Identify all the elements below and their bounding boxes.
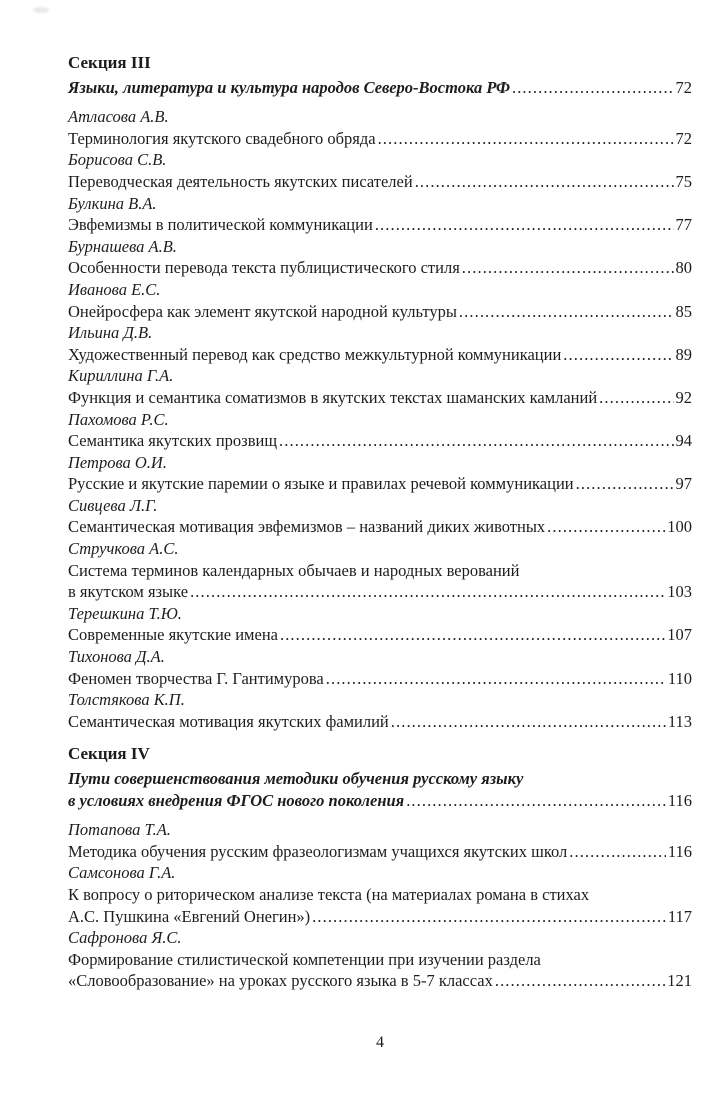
section-heading: Секция III	[68, 53, 151, 72]
entry-author: Ильина Д.В.	[68, 323, 153, 343]
toc-line-text: Семантическая мотивация якутских фамилий	[68, 711, 389, 731]
entry-author: Борисова С.В.	[68, 150, 167, 170]
entry-title	[68, 949, 692, 992]
section-title	[68, 77, 692, 99]
toc-line	[68, 344, 692, 366]
toc-page-ref: 72	[675, 128, 692, 148]
entry-author: Пахомова Р.С.	[68, 409, 169, 429]
entry-author: Стручкова А.С.	[68, 539, 179, 559]
toc-entry	[68, 193, 692, 236]
toc-line-text: Пути совершенствования методики обучения русскому языку	[68, 769, 524, 788]
toc-line	[68, 214, 692, 236]
dot-leader	[378, 128, 674, 150]
entry-title	[68, 430, 692, 452]
entry-title	[68, 473, 692, 495]
section-title	[68, 768, 692, 811]
dot-leader	[279, 430, 673, 452]
dot-leader	[459, 301, 674, 323]
entry-title	[68, 344, 692, 366]
entry-author: Самсонова Г.А.	[68, 863, 176, 883]
toc-line-text: Формирование стилистической компетенции при изучении раздела	[68, 949, 541, 969]
toc-line-text: К вопросу о риторическом анализе текста (на материалах романа в стихах	[68, 884, 590, 904]
toc-entry	[68, 322, 692, 365]
toc-line	[68, 301, 692, 323]
entry-author: Сафронова Я.С.	[68, 928, 182, 948]
entry-author: Бурнашева А.В.	[68, 236, 177, 256]
toc-page-ref: 110	[667, 668, 692, 688]
entry-title	[68, 711, 692, 733]
entry-title	[68, 668, 692, 690]
toc-line-text: в якутском языке	[68, 582, 189, 602]
dot-leader	[190, 581, 665, 603]
toc-section	[68, 743, 692, 992]
dot-leader	[375, 214, 674, 236]
toc-line-text: Переводческая деятельность якутских писателей	[68, 171, 413, 191]
toc-line-text: Семантика якутских прозвищ	[68, 431, 278, 451]
toc-line	[68, 387, 692, 409]
toc-page-ref: 89	[675, 344, 692, 364]
toc-line-text: Феномен творчества Г. Гантимурова	[68, 668, 324, 688]
dot-leader	[576, 473, 674, 495]
entry-title	[68, 624, 692, 646]
entry-author: Кириллина Г.А.	[68, 366, 174, 386]
entry-author: Тихонова Д.А.	[68, 647, 165, 667]
section-entries	[68, 819, 692, 992]
entry-author: Булкина В.А.	[68, 193, 157, 213]
toc-line	[68, 906, 692, 928]
toc-line-text: Русские и якутские паремии о языке и правилах речевой коммуникации	[68, 474, 574, 494]
dot-leader	[280, 624, 665, 646]
dot-leader	[512, 77, 674, 99]
dot-leader	[495, 970, 665, 992]
toc-entry	[68, 279, 692, 322]
toc-page-ref: 117	[667, 906, 692, 926]
entry-title	[68, 516, 692, 538]
toc-page-ref: 116	[667, 790, 692, 810]
dot-leader	[563, 344, 673, 366]
entry-title	[68, 128, 692, 150]
toc-page-ref: 100	[667, 517, 692, 537]
toc-line-text: Художественный перевод как средство межкультурной коммуникации	[68, 344, 562, 364]
dot-leader	[599, 387, 673, 409]
dot-leader	[415, 171, 674, 193]
dot-leader	[406, 790, 666, 812]
dot-leader	[569, 841, 666, 863]
toc-entry	[68, 495, 692, 538]
entry-author: Атласова А.В.	[68, 107, 169, 127]
entry-title	[68, 257, 692, 279]
entry-title	[68, 387, 692, 409]
toc-entry	[68, 819, 692, 862]
toc-line-text: Семантическая мотивация эвфемизмов – названий диких животных	[68, 517, 546, 537]
toc-line-text: «Словообразование» на уроках русского языка в 5-7 классах	[68, 971, 493, 991]
toc-section	[68, 52, 692, 732]
toc-line	[68, 841, 692, 863]
section-entries	[68, 106, 692, 732]
toc-entry	[68, 603, 692, 646]
dot-leader	[326, 668, 666, 690]
dot-leader	[391, 711, 666, 733]
dot-leader	[312, 906, 666, 928]
toc-line	[68, 624, 692, 646]
toc-line-text: Система терминов календарных обычаев и народных верований	[68, 560, 520, 580]
toc-line-text: Терминология якутского свадебного обряда	[68, 128, 376, 148]
toc-page-ref: 103	[667, 582, 692, 602]
toc-line-text: Эвфемизмы в политической коммуникации	[68, 215, 373, 235]
toc-line	[68, 768, 692, 790]
toc-line-text: Особенности перевода текста публицистического стиля	[68, 258, 460, 278]
toc-entry	[68, 106, 692, 149]
toc-page-ref: 121	[667, 971, 692, 991]
toc-line	[68, 171, 692, 193]
toc-line	[68, 430, 692, 452]
dot-leader	[462, 257, 674, 279]
toc-entry	[68, 689, 692, 732]
toc-entry	[68, 149, 692, 192]
entry-author: Терешкина Т.Ю.	[68, 603, 182, 623]
toc-line	[68, 970, 692, 992]
toc-line-text: в условиях внедрения ФГОС нового поколения	[68, 790, 405, 810]
toc-line	[68, 668, 692, 690]
entry-title	[68, 214, 692, 236]
toc-page-ref: 92	[675, 387, 692, 407]
dot-leader	[547, 516, 665, 538]
toc-line	[68, 581, 692, 603]
entry-title	[68, 841, 692, 863]
entry-author: Толстякова К.П.	[68, 690, 185, 710]
toc-entry	[68, 365, 692, 408]
toc-line	[68, 128, 692, 150]
scan-artifact	[33, 7, 49, 13]
toc-page-ref: 77	[675, 215, 692, 235]
toc-page-ref: 75	[675, 171, 692, 191]
entry-author: Петрова О.И.	[68, 452, 167, 472]
toc-page-ref: 94	[675, 431, 692, 451]
toc-line	[68, 473, 692, 495]
toc-entry	[68, 409, 692, 452]
entry-title	[68, 560, 692, 603]
toc-line	[68, 711, 692, 733]
toc-line	[68, 257, 692, 279]
entry-author: Иванова Е.С.	[68, 279, 161, 299]
toc-page-ref: 116	[667, 841, 692, 861]
toc-line-text: Функция и семантика соматизмов в якутских текстах шаманских камланий	[68, 387, 598, 407]
entry-title	[68, 301, 692, 323]
toc-line-text: Методика обучения русским фразеологизмам учащихся якутских школ	[68, 841, 568, 861]
entry-title	[68, 884, 692, 927]
toc-line	[68, 949, 692, 971]
toc-line	[68, 77, 692, 99]
toc-line	[68, 516, 692, 538]
toc-line	[68, 884, 692, 906]
section-heading: Секция IV	[68, 744, 150, 764]
toc-entry	[68, 452, 692, 495]
toc-page-ref: 85	[675, 301, 692, 321]
entry-author: Сивцева Л.Г.	[68, 495, 158, 515]
toc-entry	[68, 236, 692, 279]
toc-line-text: Современные якутские имена	[68, 625, 278, 645]
table-of-contents	[68, 52, 692, 992]
toc-page-ref: 113	[667, 711, 692, 731]
toc-entry	[68, 646, 692, 689]
toc-page-ref: 107	[667, 625, 692, 645]
toc-line	[68, 790, 692, 812]
entry-title	[68, 171, 692, 193]
toc-line-text: Онейросфера как элемент якутской народной культуры	[68, 301, 457, 321]
toc-line-text: Языки, литература и культура народов Северо-Востока РФ	[68, 77, 510, 97]
entry-author: Потапова Т.А.	[68, 820, 171, 840]
toc-line-text: А.С. Пушкина «Евгений Онегин»)	[68, 906, 311, 926]
toc-page-ref: 97	[675, 474, 692, 494]
toc-entry	[68, 538, 692, 603]
page-number: 4	[376, 1034, 384, 1051]
toc-line	[68, 560, 692, 582]
toc-page-ref: 80	[675, 258, 692, 278]
toc-entry	[68, 862, 692, 927]
toc-entry	[68, 927, 692, 992]
toc-page-ref: 72	[675, 77, 692, 97]
